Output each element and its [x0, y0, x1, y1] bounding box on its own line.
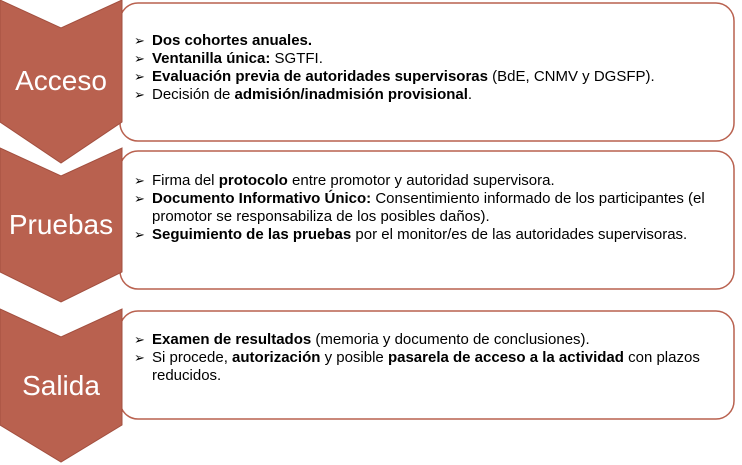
bullet-text: Firma del [152, 172, 219, 189]
arrowhead-icon: ➢ [134, 350, 145, 365]
arrowhead-icon: ➢ [134, 87, 145, 102]
bullet-text: Si procede, [152, 349, 233, 366]
bullet-list [134, 331, 722, 385]
bullet-text: (memoria y documento de conclusiones). [311, 331, 590, 348]
stage-label-pruebas: Pruebas [8, 209, 114, 240]
bullet-item [134, 172, 722, 190]
bullet-item [134, 190, 722, 226]
bullet-list [134, 32, 722, 104]
bullet-item [134, 331, 722, 349]
stage-content-acceso [120, 32, 734, 104]
bullet-text: pasarela de acceso a la actividad [387, 349, 624, 366]
bullet-text: . [467, 86, 473, 103]
bullet-text: autorización [232, 349, 321, 366]
bullet-item [134, 68, 722, 86]
stage-label-acceso: Acceso [15, 65, 107, 96]
bullet-text: con plazos reducidos. [152, 349, 700, 384]
bullet-text: SGTFI. [270, 50, 323, 67]
bullet-text: Dos cohortes anuales. [152, 32, 313, 49]
bullet-text: Evaluación previa de autoridades supervisoras [152, 68, 488, 85]
bullet-text: por el monitor/es de las autoridades supervisoras. [351, 226, 688, 243]
bullet-text: Ventanilla única: [152, 50, 271, 67]
arrowhead-icon: ➢ [134, 332, 145, 347]
bullet-text: protocolo [218, 172, 288, 189]
bullet-text: admisión/inadmisión provisional [234, 86, 468, 103]
bullet-item [134, 349, 722, 385]
bullet-text: Decisión de [152, 86, 235, 103]
bullet-text: Seguimiento de las pruebas [152, 226, 352, 243]
bullet-text: (BdE, CNMV y DGSFP). [487, 68, 655, 85]
arrowhead-icon: ➢ [134, 227, 145, 242]
bullet-item [134, 226, 722, 244]
bullet-item [134, 86, 722, 104]
arrowhead-icon: ➢ [134, 173, 145, 188]
bullet-text: Examen de resultados [152, 331, 312, 348]
stage-content-pruebas [120, 172, 734, 244]
arrowhead-icon: ➢ [134, 69, 145, 84]
stage-label-salida: Salida [22, 370, 100, 401]
bullet-text: entre promotor y autoridad supervisora. [287, 172, 555, 189]
bullet-list [134, 172, 722, 244]
bullet-text: y posible [320, 349, 388, 366]
arrowhead-icon: ➢ [134, 33, 145, 48]
arrowhead-icon: ➢ [134, 191, 145, 206]
bullet-text: Documento Informativo Único: [152, 190, 372, 207]
stage-content-salida [120, 331, 734, 385]
bullet-item [134, 50, 722, 68]
arrowhead-icon: ➢ [134, 51, 145, 66]
bullet-item [134, 32, 722, 50]
bullet-text: Consentimiento informado de los participantes (el promotor se responsabiliza de los posibles daños). [152, 190, 705, 225]
